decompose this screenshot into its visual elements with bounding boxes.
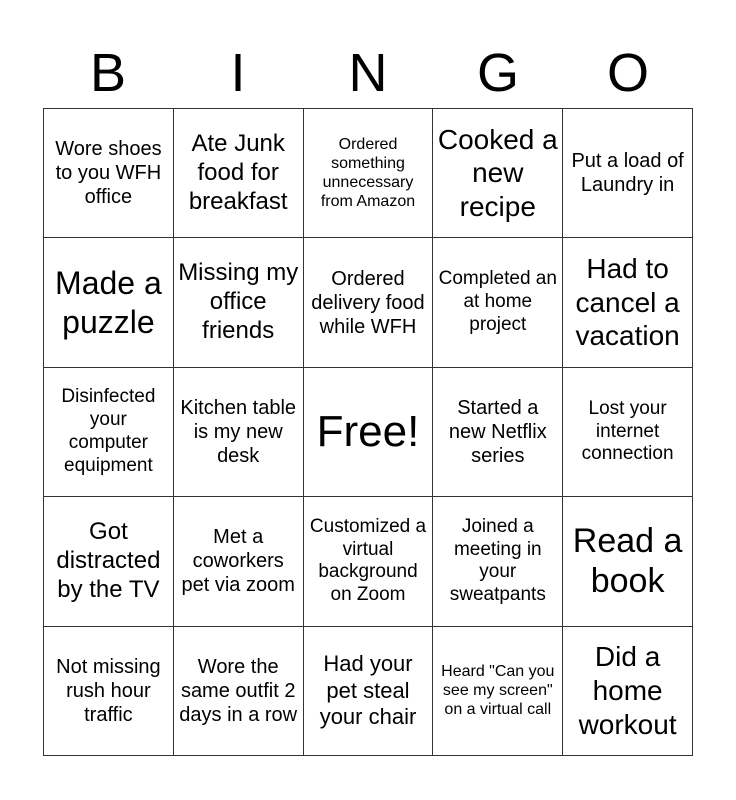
- bingo-card-grid: [43, 108, 693, 756]
- bingo-cell[interactable]: Met a coworkers pet via zoom: [174, 497, 304, 626]
- header-letter-i: I: [230, 43, 246, 103]
- bingo-cell[interactable]: Started a new Netflix series: [433, 368, 563, 497]
- header-letter-n: N: [348, 43, 388, 103]
- bingo-cell[interactable]: Wore the same outfit 2 days in a row: [174, 627, 304, 756]
- bingo-cell[interactable]: Put a load of Laundry in: [563, 109, 693, 238]
- bingo-cell[interactable]: Got distracted by the TV: [44, 497, 174, 626]
- bingo-cell[interactable]: Completed an at home project: [433, 238, 563, 367]
- bingo-cell[interactable]: Lost your internet connection: [563, 368, 693, 497]
- bingo-cell[interactable]: Ate Junk food for breakfast: [174, 109, 304, 238]
- bingo-cell[interactable]: Kitchen table is my new desk: [174, 368, 304, 497]
- bingo-cell[interactable]: Made a puzzle: [44, 238, 174, 367]
- bingo-header: [43, 38, 693, 108]
- bingo-cell[interactable]: Heard "Can you see my screen" on a virtual call: [433, 627, 563, 756]
- bingo-cell[interactable]: Missing my office friends: [174, 238, 304, 367]
- bingo-cell[interactable]: Had to cancel a vacation: [563, 238, 693, 367]
- bingo-cell[interactable]: Ordered something unnecessary from Amazon: [304, 109, 434, 238]
- free-space-cell[interactable]: Free!: [304, 368, 434, 497]
- bingo-cell[interactable]: Read a book: [563, 497, 693, 626]
- header-letter-g: G: [476, 43, 519, 103]
- bingo-cell[interactable]: Did a home workout: [563, 627, 693, 756]
- bingo-cell[interactable]: Not missing rush hour traffic: [44, 627, 174, 756]
- bingo-cell[interactable]: Cooked a new recipe: [433, 109, 563, 238]
- bingo-cell[interactable]: Wore shoes to you WFH office: [44, 109, 174, 238]
- header-letter-b: B: [89, 43, 127, 103]
- bingo-cell[interactable]: Disinfected your computer equipment: [44, 368, 174, 497]
- bingo-cell[interactable]: Ordered delivery food while WFH: [304, 238, 434, 367]
- bingo-cell[interactable]: Joined a meeting in your sweatpants: [433, 497, 563, 626]
- bingo-cell[interactable]: Had your pet steal your chair: [304, 627, 434, 756]
- bingo-cell[interactable]: Customized a virtual background on Zoom: [304, 497, 434, 626]
- header-letter-o: O: [606, 43, 649, 103]
